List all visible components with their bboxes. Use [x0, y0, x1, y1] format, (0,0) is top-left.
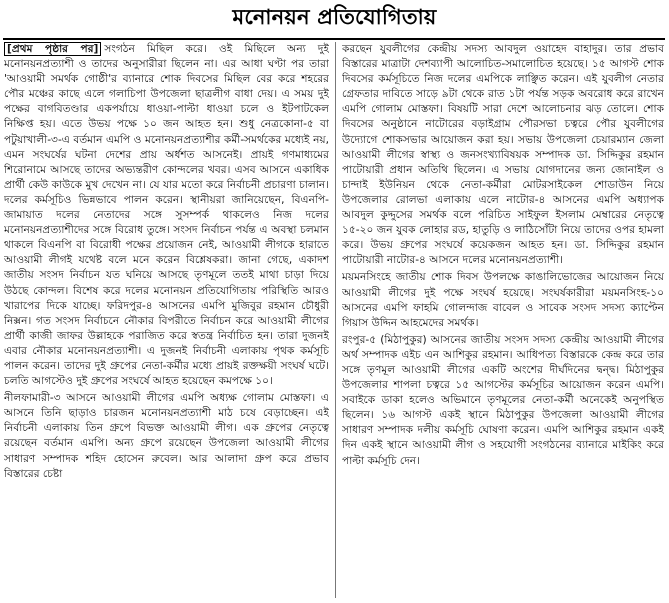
left-paragraph-1-text: সংগঠন মিছিল করে। ওই মিছিলে অন্য দুই মনোনয়নপ্রত্যাশী ও তাদের অনুসারীরা ছিলেন না। এর আধা ঘণ্টা পর তারা 'আওয়ামী সমর্থক গোষ্ঠী'র ব্যানারে শোক দিবসের মিছিল বের করে শহরের পৌর মঞ্চের কাছে এলে গলাচিপা উপজেলা ছাত্রলীগ বাধা দেয়। এ সময় দুই পক্ষের বাগবিতণ্ডার একপর্যায়ে ধাওয়া-পাল্টা ধাওয়া চলে ও ইটপাটকেল নিক্ষিপ্ত হয়। এতে উভয় পক্ষে ১০ জন আহত হন। শুধু নেত্রকোনা-৫ বা পটুয়াখালী-৩-এ বর্তমান এমপি ও মনোনয়নপ্রত্যাশীর কর্মী-সমর্থকের মধ্যেই নয়, এমন সংঘর্ষের ঘটনা দেশের প্রায় অর্ধশত আসনেই। প্রায়ই গণমাধ্যমের শিরোনামে আসছে তাদের অভ্যন্তরীণ কোন্দলের খবর। এসব আসনে একাধিক প্রার্থী কেউ কাউকে মুখ দেখেন না। যে যার মতো করে নির্বাচনী প্রচারণা চালান। দলের কর্মসূচিও ভিন্নভাবে পালন করেন। স্থানীয়রা জানিয়েছেন, বিএনপি-জামায়াত দলের নেতাদের সঙ্গে সুসম্পর্ক থাকলেও নিজ দলের মনোনয়নপ্রত্যাশীদের সঙ্গে বিরোধ তুঙ্গে। সংসদ নির্বাচন পর্যন্ত এ অবস্থা চলমান থাকলে বিএনপি বা বিরোধী পক্ষের প্রয়োজন নেই, আওয়ামী লীগকে হারাতে আওয়ামী লীগই যথেষ্ট বলে মনে করেন বিশ্লেষকরা। জানা গেছে, একাদশ জাতীয় সংসদ নির্বাচন যত ঘনিয়ে আসছে তৃণমূলে ততই মাথা চাড়া দিয়ে উঠছে কোন্দল। বিশেষ করে দলের মনোনয়ন প্রতিযোগিতায় পরিস্থিতি আরও খারাপের দিকে যাচ্ছে। ফরিদপুর-৪ আসনের এমপি মুজিবুর রহমান চৌধুরী নিক্সন। গত সংসদ নির্বাচনে নৌকার বিপরীতে নির্বাচন করে আওয়ামী লীগের প্রার্থী কাজী জাফর উল্লাহকে পরাজিত করে স্বতন্ত্র নির্বাচিত হন। তারা দুজনই এবার নৌকার মনোনয়নপ্রত্যাশী। এ দুজনই নির্বাচনী এলাকায় পৃথক কর্মসূচি পালন করেন। তাদের দুই গ্রুপের নেতা-কর্মীর মধ্যে প্রায়ই রক্তক্ষয়ী সংঘর্ষ ঘটে। চলতি আগস্টেও দুই গ্রুপের সংঘর্ষে আহত হয়েছেন কমপক্ষে ১০। [4, 43, 329, 388]
continuation-tag: [প্রথম পৃষ্ঠার পর] [4, 42, 101, 56]
column-divider [335, 42, 336, 598]
right-column [342, 42, 664, 600]
right-paragraph-1: করছেন যুবলীগের কেন্দ্রীয় সদস্য আবদুল ওয়াহেদ বাহাদুর। তার প্রভাব বিস্তারের মাত্রাটা দেশব্যাপী আলোচিত-সমালোচিত হয়েছে। ১৫ আগস্ট শোক দিবসের কর্মসূচিতে নিজ দলের এমপিকে লাঞ্ছিত করেন। এই যুবলীগ নেতার গ্রেফতার দাবিতে সাড়ে ৯টা থেকে রাত ১টা পর্যন্ত সড়ক অবরোধ করে রাখেন এমপি গোলাম মোস্তফা। বিষয়টি সারা দেশে আলোচনার ঝড় তোলে। শোক দিবসের অনুষ্ঠানে নাটোরের বড়াইগ্রাম পৌরসভা চত্বরে পৌর যুবলীগের উদ্যোগে শোকসভার আয়োজন করা হয়। সভায় উপজেলা চেয়ারম্যান জেলা আওয়ামী লীগের স্বাস্থ্য ও জনসংখ্যাবিষয়ক সম্পাদক ডা. সিদ্দিকুর রহমান পাটোয়ারী প্রধান অতিথি ছিলেন। এ সভায় যোগদানের জন্য জোনাইল ও চান্দাই ইউনিয়ন থেকে নেতা-কর্মীরা মোটরসাইকেল শোডাউন নিয়ে উপজেলার রোলভা এলাকায় এলে নাটোর-৪ আসনের এমপি অধ্যাপক আবদুল কুদ্দুসের সমর্থক বলে পরিচিত সাইফুল ইসলাম মেম্বারের নেতৃত্বে ১৫-২০ জন যুবক লোহার রড, হাতুড়ি ও লাঠিসোঁটা নিয়ে তাদের ওপর হামলা করে। উভয় গ্রুপের সংঘর্ষে কয়েকজন আহত হন। ডা. সিদ্দিকুর রহমান পাটোয়ারী নাটোর-৪ আসনে দলের মনোনয়নপ্রত্যাশী। [342, 43, 664, 267]
left-column [4, 42, 329, 600]
right-paragraph-3: রংপুর-৫ (মিঠাপুকুর) আসনের জাতীয় সংসদ সদস্য কেন্দ্রীয় আওয়ামী লীগের অর্থ সম্পাদক এইচ এন আশিকুর রহমান। আধিপত্য বিস্তারকে কেন্দ্র করে তার সঙ্গে তৃণমূল আওয়ামী লীগের একটি অংশের দীর্ঘদিনের দ্বন্দ্ব। মিঠাপুকুর উপজেলার শাপলা চত্বরে ১৫ আগস্টের কর্মসূচির আয়োজন করেন এমপি। সবাইকে ডাকা হলেও অভিমানে তৃণমূলের নেতা-কর্মী অনেকেই অনুপস্থিত ছিলেন। ১৬ আগস্ট একই স্থানে মিঠাপুকুর উপজেলা আওয়ামী লীগের সাধারণ সম্পাদক দলীয় কর্মসূচি ঘোষণা করেন। এমপি আশিকুর রহমান একই দিন একই স্থানে আওয়ামী লীগ ও সহযোগী সংগঠনের ব্যানারে মাইকিং করে পাল্টা কর্মসূচি দেন। [342, 333, 664, 467]
left-paragraph-1 [4, 42, 329, 389]
left-paragraph-2: নীলফামারী-৩ আসনে আওয়ামী লীগের এমপি অধ্যক্ষ গোলাম মোস্তফা। এ আসনে তিনি ছাড়াও চারজন মনোনয়নপ্রত্যাশী মাঠ চষে বেড়াচ্ছেন। এই নির্বাচনী এলাকায় তিন গ্রুপে বিভক্ত আওয়ামী লীগ। এক গ্রুপের নেতৃত্বে রয়েছেন বর্তমান এমপি। অন্য গ্রুপে রয়েছেন উপজেলা আওয়ামী লীগের সাধারণ সম্পাদক শহিদ হোসেন রুবেল। আর আলাদা গ্রুপ করে প্রভাব বিস্তারের চেষ্টা [4, 392, 329, 480]
headline-container [0, 0, 669, 36]
right-paragraph-2: ময়মনসিংহে জাতীয় শোক দিবস উপলক্ষে কাঙালিভোজের আয়োজন নিয়ে আওয়ামী লীগের দুই পক্ষে সংঘর্ষ হয়েছে। সংঘর্ষকারীরা ময়মনসিংহ-১০ আসনের এমপি ফাহমি গোলন্দাজ বাবেল ও সাবেক সংসদ সদস্য ক্যাপ্টেন গিয়াস উদ্দিন আহমেদের সমর্থক। [342, 271, 664, 329]
article-headline: মনোনয়ন প্রতিযোগিতায় [232, 4, 437, 29]
headline-rule [3, 38, 665, 40]
